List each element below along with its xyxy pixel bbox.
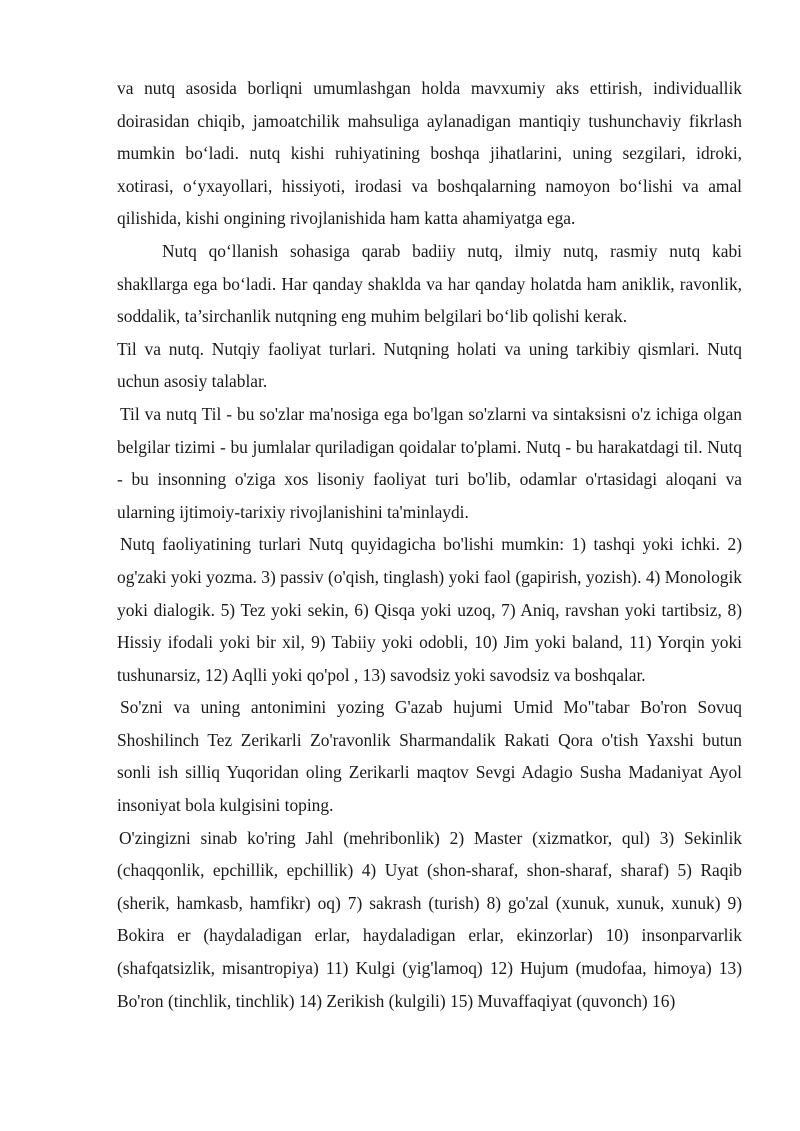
paragraph-topic-heading: Til va nutq. Nutqiy faoliyat turlari. Nutqning holati va uning tarkibiy qismlari. Nutq uchun asosiy talablar. [117, 338, 742, 392]
paragraph-language-and-speech: Til va nutq Til - bu so'zlar ma'nosiga ega bo'lgan so'zlarni va sintaksisni o'z ichiga olgan belgilar tizimi - bu jumlalar quriladigan qoidalar to'plami. Nutq - bu harakatdagi til. Nutq - bu insonning o'ziga xos lisoniy faoliyat turi bo'lib, odamlar o'rtasidagi aloqani va ularning ijtimoiy-tarixiy rivojlanishini ta'minlaydi. [117, 403, 742, 522]
paragraph-antonym-task: So'zni va uning antonimini yozing G'azab hujumi Umid Mo"tabar Bo'ron Sovuq Shoshilinch Tez Zerikarli Zo'ravonlik Sharmandalik Rakati Qora o'tish Yaxshi butun sonli ish silliq Yuqoridan oling Zerikarli maqtov Sevgi Adagio Susha Madaniyat Ayol insoniyat bola kulgisini toping. [117, 697, 742, 816]
document-page [117, 72, 742, 1017]
paragraph-speech-forms: Nutq qo‘llanish sohasiga qarab badiiy nutq, ilmiy nutq, rasmiy nutq kabi shakllarga ega bo‘ladi. Har qanday shaklda va har qanday holatda ham aniklik, ravonlik, soddalik, ta’sirchanlik nutqning eng muhim belgilari bo‘lib qolishi kerak. [117, 240, 742, 327]
paragraph-speech-abstraction: va nutq asosida borliqni umumlashgan holda mavxumiy aks ettirish, individuallik doirasidan chiqib, jamoatchilik mahsuliga aylanadigan mantiqiy tushunchaviy fikrlash mumkin bo‘ladi. nutq kishi ruhiyatining boshqa jihatlarini, uning sezgilari, idroki, xotirasi, o‘yxayollari, hissiyoti, irodasi va boshqalarning namoyon bo‘lishi va amal qilishida, kishi ongining rivojlanishida ham katta ahamiyatga ega. [117, 78, 742, 229]
paragraph-speech-types: Nutq faoliyatining turlari Nutq quyidagicha bo'lishi mumkin: 1) tashqi yoki ichki. 2) og'zaki yoki yozma. 3) passiv (o'qish, tinglash) yoki faol (gapirish, yozish). 4) Monologik yoki dialogik. 5) Tez yoki sekin, 6) Qisqa yoki uzoq, 7) Aniq, ravshan yoki tartibsiz, 8) Hissiy ifodali yoki bir xil, 9) Tabiiy yoki odobli, 10) Jim yoki baland, 11) Yorqin yoki tushunarsiz, 12) Aqlli yoki qo'pol , 13) savodsiz yoki savodsiz va boshqalar. [117, 534, 742, 685]
paragraph-self-test: O'zingizni sinab ko'ring Jahl (mehribonlik) 2) Master (xizmatkor, qul) 3) Sekinlik (chaqqonlik, epchillik, epchillik) 4) Uyat (shon-sharaf, shon-sharaf, sharaf) 5) Raqib (sherik, hamkasb, hamfikr) oq) 7) sakrash (turish) 8) go'zal (xunuk, xunuk, xunuk) 9) Bokira er (haydaladigan erlar, haydaladigan erlar, ekinzorlar) 10) insonparvarlik (shafqatsizlik, misantropiya) 11) Kulgi (yig'lamoq) 12) Hujum (mudofaa, himoya) 13) Bo'ron (tinchlik, tinchlik) 14) Zerikish (kulgili) 15) Muvaffaqiyat (quvonch) 16) [117, 827, 742, 1011]
